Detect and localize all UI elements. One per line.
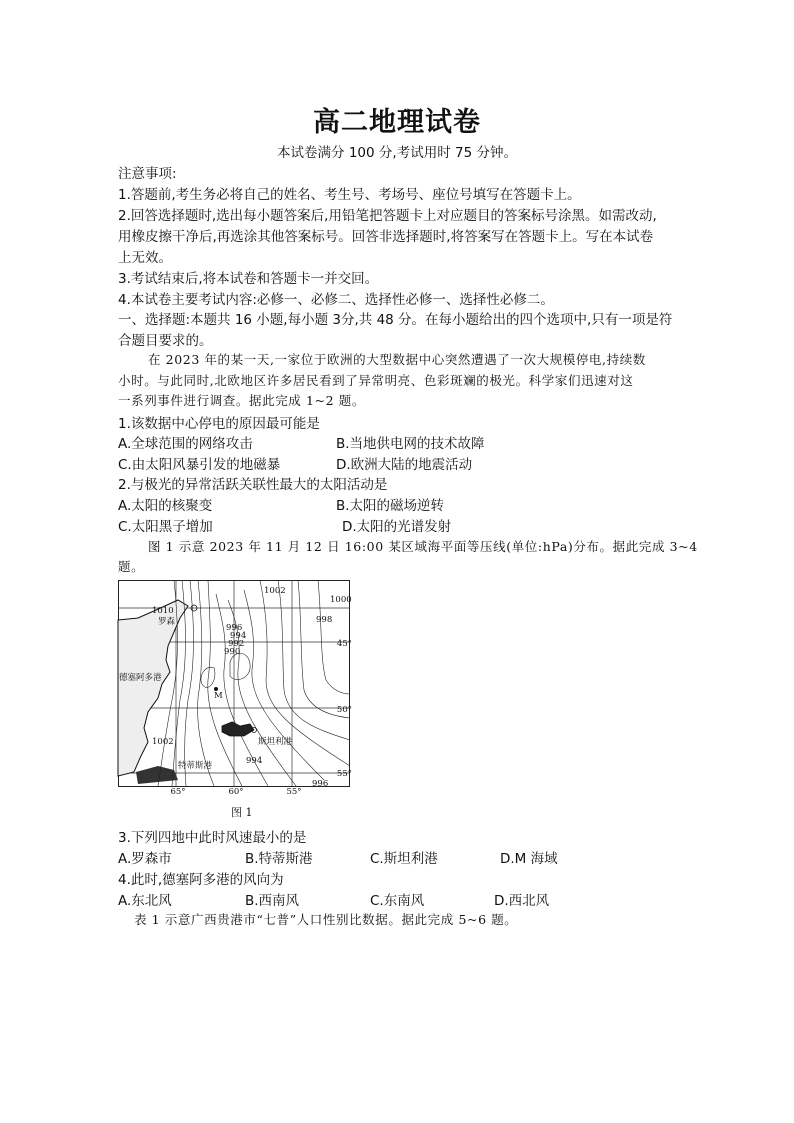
place-label: 罗森 bbox=[158, 617, 176, 627]
isobar-map bbox=[118, 580, 352, 797]
isobar-label: 994 bbox=[246, 756, 263, 766]
q4-option-d: D.西北风 bbox=[494, 893, 550, 909]
note-line: 1.答题前,考生务必将自己的姓名、考生号、考场号、座位号填写在答题卡上。 bbox=[118, 187, 581, 203]
q2-option-b: B.太阳的磁场逆转 bbox=[336, 498, 445, 514]
longitude-label: 55° bbox=[286, 787, 302, 797]
q3-option-a: A.罗森市 bbox=[118, 851, 172, 867]
isobar-label: 996 bbox=[312, 779, 329, 789]
place-label: 德塞阿多港 bbox=[119, 673, 162, 683]
q3-option-c: C.斯坦利港 bbox=[370, 851, 438, 867]
isobar-label: 994 bbox=[230, 631, 247, 641]
section-heading: 一、选择题:本题共 16 小题,每小题 3分,共 48 分。在每小题给出的四个选项中,只有一项是符 bbox=[118, 312, 673, 328]
isobar-label: 1000 bbox=[330, 595, 352, 605]
latitude-label: 50° bbox=[336, 705, 352, 715]
isobar-map-figure bbox=[118, 580, 352, 797]
isobar-label: 1002 bbox=[264, 586, 286, 596]
q1-option-b: B.当地供电网的技术故障 bbox=[336, 436, 485, 452]
page-title: 高二地理试卷 bbox=[313, 107, 481, 138]
q2-option-d: D.太阳的光谱发射 bbox=[342, 519, 452, 535]
latitude-label: 55° bbox=[336, 769, 352, 779]
note-line: 3.考试结束后,将本试卷和答题卡一并交回。 bbox=[118, 271, 379, 287]
isobar-label: 990 bbox=[224, 647, 241, 657]
question-1-stem: 1.该数据中心停电的原因最可能是 bbox=[118, 416, 320, 432]
question-3-stem: 3.下列四地中此时风速最小的是 bbox=[118, 830, 307, 846]
q2-option-a: A.太阳的核聚变 bbox=[118, 498, 213, 514]
q1-option-a: A.全球范围的网络攻击 bbox=[118, 436, 253, 452]
place-label: M bbox=[214, 691, 223, 701]
section-heading-cont: 合题目要求的。 bbox=[118, 333, 213, 349]
isobar-label: 1010 bbox=[152, 606, 174, 616]
q2-option-c: C.太阳黑子增加 bbox=[118, 519, 213, 535]
passage-line: 一系列事件进行调查。据此完成 1~2 题。 bbox=[118, 393, 365, 408]
note-line: 上无效。 bbox=[118, 250, 172, 266]
q4-option-a: A.东北风 bbox=[118, 893, 172, 909]
longitude-label: 60° bbox=[228, 787, 244, 797]
isobar-label: 996 bbox=[226, 623, 243, 633]
passage-line: 在 2023 年的某一天,一家位于欧洲的大型数据中心突然遭遇了一次大规模停电,持续数 bbox=[148, 352, 646, 367]
question-2-stem: 2.与极光的异常活跃关联性最大的太阳活动是 bbox=[118, 477, 388, 493]
q3-option-b: B.特蒂斯港 bbox=[245, 851, 313, 867]
q3-option-d: D.M 海域 bbox=[500, 851, 558, 867]
q4-option-c: C.东南风 bbox=[370, 893, 425, 909]
note-line: 用橡皮擦干净后,再选涂其他答案标号。回答非选择题时,将答案写在答题卡上。写在本试卷 bbox=[118, 229, 654, 245]
passage-line: 小时。与此同时,北欧地区许多居民看到了异常明亮、色彩斑斓的极光。科学家们迅速对这 bbox=[118, 373, 634, 388]
q1-option-d: D.欧洲大陆的地震活动 bbox=[336, 457, 473, 473]
isobar-label: 998 bbox=[316, 615, 333, 625]
question-4-stem: 4.此时,德塞阿多港的风向为 bbox=[118, 872, 284, 888]
isobar-label: 1002 bbox=[152, 737, 174, 747]
figure-caption: 图 1 bbox=[231, 806, 253, 819]
notes-heading: 注意事项: bbox=[118, 166, 177, 182]
q1-option-c: C.由太阳风暴引发的地磁暴 bbox=[118, 457, 281, 473]
passage-line: 图 1 示意 2023 年 11 月 12 日 16:00 某区域海平面等压线(单位:hPa)分布。据此完成 3~4 bbox=[148, 539, 698, 554]
longitude-label: 65° bbox=[170, 787, 186, 797]
exam-info: 本试卷满分 100 分,考试用时 75 分钟。 bbox=[277, 145, 517, 161]
note-line: 4.本试卷主要考试内容:必修一、必修二、选择性必修一、选择性必修二。 bbox=[118, 292, 554, 308]
place-label: 斯坦利港 bbox=[258, 737, 293, 747]
place-label: 特蒂斯港 bbox=[178, 761, 213, 771]
isobar-label: 992 bbox=[228, 639, 245, 649]
latitude-label: 45° bbox=[336, 639, 352, 649]
q4-option-b: B.西南风 bbox=[245, 893, 300, 909]
passage-line: 表 1 示意广西贵港市“七普”人口性别比数据。据此完成 5~6 题。 bbox=[134, 912, 518, 927]
passage-line: 题。 bbox=[118, 559, 145, 574]
note-line: 2.回答选择题时,选出每小题答案后,用铅笔把答题卡上对应题目的答案标号涂黑。如需改动, bbox=[118, 208, 657, 224]
